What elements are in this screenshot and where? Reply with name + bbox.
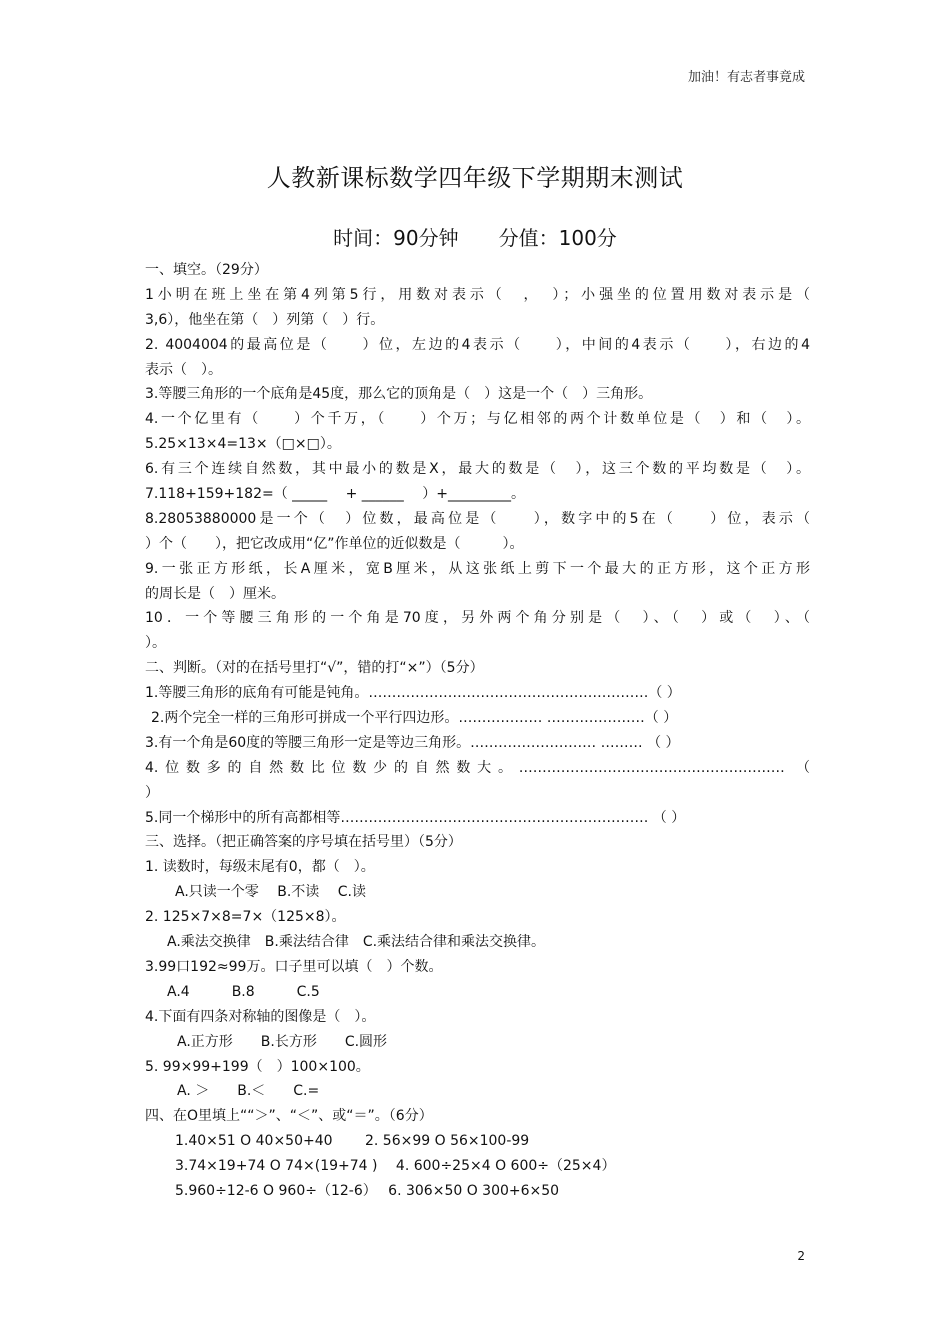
text-line: 1. 读数时，每级末尾有0，都（ ）。 xyxy=(145,859,375,876)
exam-time: 时间：90分钟 xyxy=(333,226,459,250)
text-line: A. ＞ B.＜ C.= xyxy=(177,1083,320,1100)
text-line: 4.位数多的自然数比位数少的自然数大。………………………………………………… （ xyxy=(145,759,810,776)
text-line: ）个（ ），把它改成用“亿”作单位的近似数是（ ）。 xyxy=(145,535,524,552)
text-line: 表示（ ）。 xyxy=(145,361,222,378)
header-motto: 加油！有志者事竟成 xyxy=(687,70,805,85)
text-line: 二、判断。（对的在括号里打“√”，错的打“×”）（5分） xyxy=(145,660,484,677)
page-number: 2 xyxy=(797,1249,805,1263)
text-line: 2.两个完全一样的三角形可拼成一个平行四边形。……………… …………………（ ） xyxy=(151,710,678,727)
text-line: 5. 99×99+199（ ）100×100。 xyxy=(145,1058,370,1075)
text-line: 10．一个等腰三角形的一个角是70度，另外两个角分别是（ ）、（ ）或（ ）、（ xyxy=(145,610,810,627)
text-line: 4.下面有四条对称轴的图像是（ ）。 xyxy=(145,1008,376,1025)
text-line: 2. 4004004的最高位是（ ）位，左边的4表示（ ），中间的4表示（ ），右边的4 xyxy=(145,336,810,353)
text-line: 2. 125×7×8=7×（125×8）。 xyxy=(145,909,346,926)
text-line: 1小明在班上坐在第4列第5行，用数对表示（ ， ）；小强坐的位置用数对表示是（ xyxy=(145,286,810,303)
exam-body xyxy=(145,258,810,1204)
text-line: 四、在O里填上““＞”、“＜”、或“＝”。（6分） xyxy=(145,1108,433,1125)
text-line: 的周长是（ ）厘米。 xyxy=(145,585,285,602)
text-line: 5.960÷12-6 O 960÷（12-6） 6. 306×50 O 300+6×50 xyxy=(175,1182,560,1199)
text-line: 3.99口192≈99万。口子里可以填（ ）个数。 xyxy=(145,958,443,975)
text-line: 7.118+159+182=（ _____ + ______ ）+_________。 xyxy=(145,486,525,503)
exam-info xyxy=(0,222,950,251)
page-title: 人教新课标数学四年级下学期期末测试 xyxy=(266,164,684,192)
text-line: 5.同一个梯形中的所有高都相等………………………………………………………… （ ） xyxy=(145,809,686,826)
text-line: 6.有三个连续自然数，其中最小的数是X，最大的数是（ ），这三个数的平均数是（ ）。 xyxy=(145,461,810,478)
exam-score: 分值：100分 xyxy=(498,226,617,250)
text-line: 8.28053880000是一个（ ）位数，最高位是（ ），数字中的5在（ ）位，表示（ xyxy=(145,510,810,527)
text-line: 3.有一个角是60度的等腰三角形一定是等边三角形。……………………… ……… （ ） xyxy=(145,734,680,751)
text-line: A.正方形 B.长方形 C.圆形 xyxy=(177,1033,388,1050)
text-line: 4.一个亿里有（ ）个千万，（ ）个万；与亿相邻的两个计数单位是（ ）和（ ）。 xyxy=(145,411,810,428)
text-line: 9.一张正方形纸，长A厘米，宽B厘米，从这张纸上剪下一个最大的正方形，这个正方形 xyxy=(145,560,810,577)
text-line: ）。 xyxy=(145,635,166,652)
text-line: 1.40×51 O 40×50+40 2. 56×99 O 56×100-99 xyxy=(175,1133,530,1150)
text-line: 一、填空。（29分） xyxy=(145,262,268,278)
text-line: 3.74×19+74 O 74×(19+74 ) 4. 600÷25×4 O 600÷（25×4） xyxy=(175,1158,616,1175)
text-line: A.4 B.8 C.5 xyxy=(167,983,320,1000)
text-line: 5.25×13×4=13×（□×□）。 xyxy=(145,436,341,453)
text-line: ） xyxy=(145,784,159,801)
text-line: 3.等腰三角形的一个底角是45度，那么它的顶角是（ ）这是一个（ ）三角形。 xyxy=(145,386,653,403)
text-line: A.乘法交换律 B.乘法结合律 C.乘法结合律和乘法交换律。 xyxy=(167,934,546,951)
text-line: 3,6），他坐在第（ ）列第（ ）行。 xyxy=(145,311,385,328)
text-line: 三、选择。（把正确答案的序号填在括号里）（5分） xyxy=(145,834,462,851)
text-line: 1.等腰三角形的底角有可能是钝角。……………………………………………………（ ） xyxy=(145,685,681,702)
text-line: A.只读一个零 B.不读 C.读 xyxy=(175,884,366,901)
